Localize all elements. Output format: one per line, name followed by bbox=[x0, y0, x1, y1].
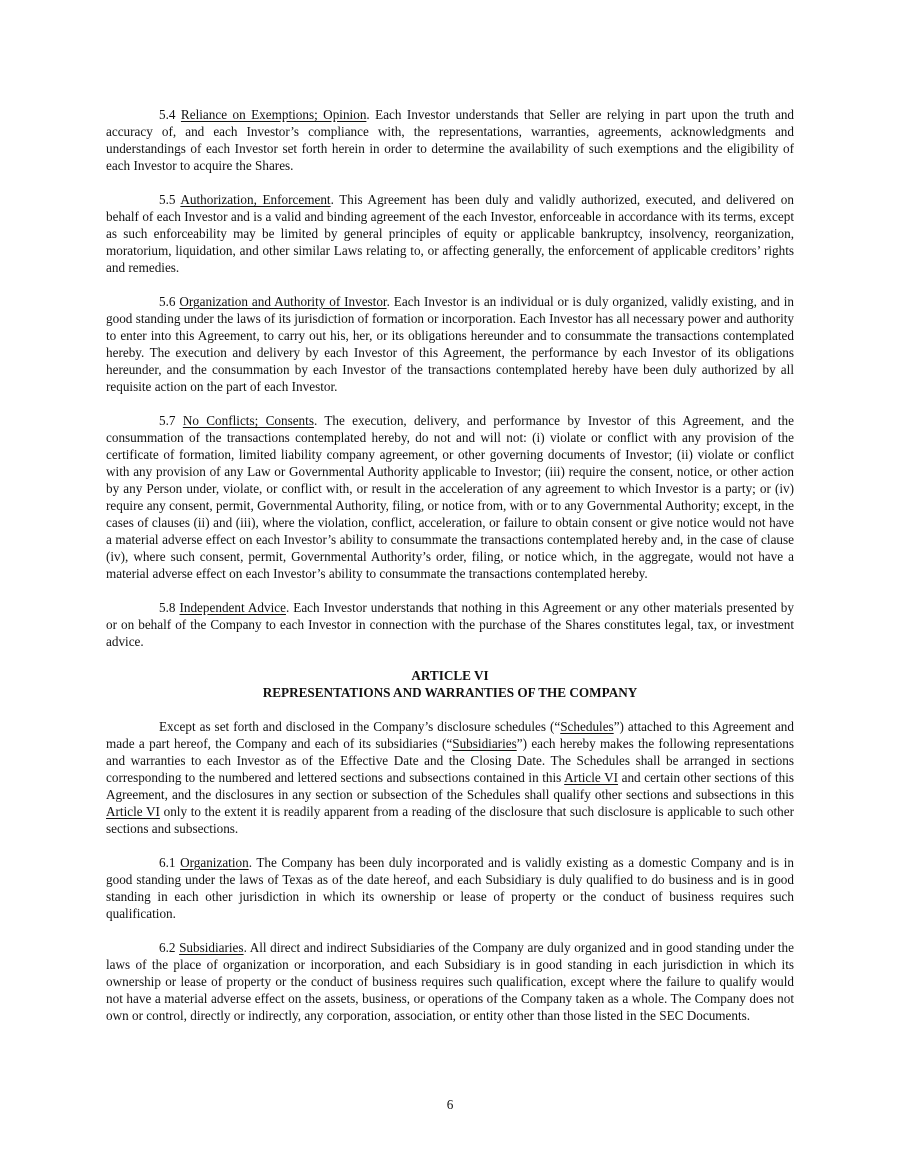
section-number: 6.2 bbox=[159, 940, 176, 955]
section-body: . Each Investor is an individual or is duly organized, validly existing, and in good standing under the laws of its jurisdiction of formation or incorporation. Each Investor has all necessary power and authority to enter into this Agreement, to carry out his, her, or its obligations hereunder and to consummate the transactions contemplated hereby. The execution and delivery by each Investor of this Agreement, the performance by each Investor of its obligations hereunder, and the consummation by each Investor of the transactions contemplated hereby have been duly authorized by all requisite action on the part of each Investor. bbox=[106, 294, 795, 394]
section-number: 5.8 bbox=[159, 600, 176, 615]
section-heading: No Conflicts; Consents bbox=[182, 413, 314, 428]
section-heading: Reliance on Exemptions; Opinion bbox=[180, 107, 367, 122]
article-heading bbox=[106, 667, 794, 701]
section-number: 5.5 bbox=[159, 192, 176, 207]
section-5-4 bbox=[106, 106, 794, 174]
section-body: . This Agreement has been duly and validly authorized, executed, and delivered on behalf of each Investor and is a valid and binding agreement of the each Investor, enforceable in accordance with its terms, except as such enforceability may be limited by general principles of equity or applicable bankruptcy, insolvency, reorganization, moratorium, liquidation, and other similar Laws relating to, or affecting generally, the enforcement of applicable creditors’ rights and remedies. bbox=[106, 192, 794, 275]
article-title: REPRESENTATIONS AND WARRANTIES OF THE COMPANY bbox=[262, 685, 638, 700]
section-body: . Each Investor understands that Seller are relying in part upon the truth and accuracy of, and each Investor’s compliance with, the representations, warranties, agreements, acknowledgments and understandings of each Investor set forth herein in order to determine the availability of such exemptions and the eligibility of each Investor to acquire the Shares. bbox=[106, 107, 795, 173]
section-body: . All direct and indirect Subsidiaries of the Company are duly organized and in good standing under the laws of the place of organization or incorporation, and each Subsidiary is in good standing in each jurisdiction in which its ownership or lease of property or the conduct of business requires such qualification, except where the failure to qualify would not have a material adverse effect on the assets, business, or operations of the Company taken as a whole. The Company does not own or control, directly or indirectly, any corporation, association, or entity other than those listed in the SEC Documents. bbox=[106, 940, 794, 1023]
section-number: 5.7 bbox=[159, 413, 176, 428]
section-6-1 bbox=[106, 854, 794, 922]
section-heading: Authorization, Enforcement bbox=[180, 192, 331, 207]
section-number: 5.4 bbox=[159, 107, 176, 122]
schedules-term: Schedules bbox=[560, 719, 614, 734]
section-heading: Independent Advice bbox=[179, 600, 286, 615]
page-content bbox=[106, 106, 794, 1041]
section-6-2 bbox=[106, 939, 794, 1024]
subsidiaries-term: Subsidiaries bbox=[452, 736, 517, 751]
article-reference: Article VI bbox=[106, 804, 160, 819]
section-number: 6.1 bbox=[159, 855, 176, 870]
section-5-5 bbox=[106, 191, 794, 276]
intro-text: and certain other sections of this Agreement, and the disclosures in any section or subsection of the Schedules shall qualify other sections and subsections in this bbox=[106, 770, 794, 802]
section-body: . Each Investor understands that nothing in this Agreement or any other materials presented by or on behalf of the Company to each Investor in connection with the purchase of the Shares constitutes legal, tax, or investment advice. bbox=[106, 600, 794, 649]
section-number: 5.6 bbox=[159, 294, 176, 309]
intro-text: ”) attached to this Agreement and made a part hereof, the Company and each of its subsidiaries (“ bbox=[106, 719, 794, 751]
section-5-7 bbox=[106, 412, 794, 582]
section-heading: Organization bbox=[180, 855, 249, 870]
intro-text: ”) each hereby makes the following representations and warranties to each Investor as of the Effective Date and the Closing Date. The Schedules shall be arranged in sections corresponding to the numbered and lettered sections and subsections contained in this bbox=[106, 736, 795, 785]
section-5-8 bbox=[106, 599, 794, 650]
section-body: . The Company has been duly incorporated and is validly existing as a domestic Company and is in good standing under the laws of Texas as of the date hereof, and each Subsidiary is duly qualified to do business and is in good standing in each other jurisdiction in which its ownership or lease of property or the conduct of business requires such qualification. bbox=[106, 855, 795, 921]
section-body: . The execution, delivery, and performance by Investor of this Agreement, and the consummation of the transactions contemplated hereby, do not and will not: (i) violate or conflict with any provision of the certificate of formation, limited liability company agreement, or other governing documents of Investor; (ii) violate or conflict with any provision of any Law or Governmental Authority applicable to Investor; (iii) require the consent, notice, or other action by any Person under, violate, or conflict with, or result in the acceleration of any agreement to which Investor is a party; or (iv) require any consent, permit, Governmental Authority, filing, or notice from, with or to any Governmental Authority; except, in the cases of clauses (ii) and (iii), where the violation, conflict, acceleration, or failure to obtain consent or give notice would not have a material adverse effect on each Investor’s ability to consummate the transactions contemplated hereby and, in the case of clause (iv), where such consent, permit, Governmental Authority’s order, filing, or notice which, in the aggregate, would not have a material adverse effect on each Investor’s ability to consummate the transactions contemplated hereby. bbox=[106, 413, 794, 581]
article-intro bbox=[106, 718, 794, 837]
article-number: ARTICLE VI bbox=[411, 668, 489, 683]
section-5-6 bbox=[106, 293, 794, 395]
article-reference: Article VI bbox=[564, 770, 619, 785]
section-heading: Organization and Authority of Investor bbox=[179, 294, 387, 309]
intro-text: only to the extent it is readily apparent from a reading of the disclosure that such disclosure is applicable to such other sections and subsections. bbox=[106, 804, 794, 836]
section-heading: Subsidiaries bbox=[179, 940, 244, 955]
intro-text: Except as set forth and disclosed in the Company’s disclosure schedules (“ bbox=[159, 719, 561, 734]
page-number: 6 bbox=[446, 1097, 454, 1112]
